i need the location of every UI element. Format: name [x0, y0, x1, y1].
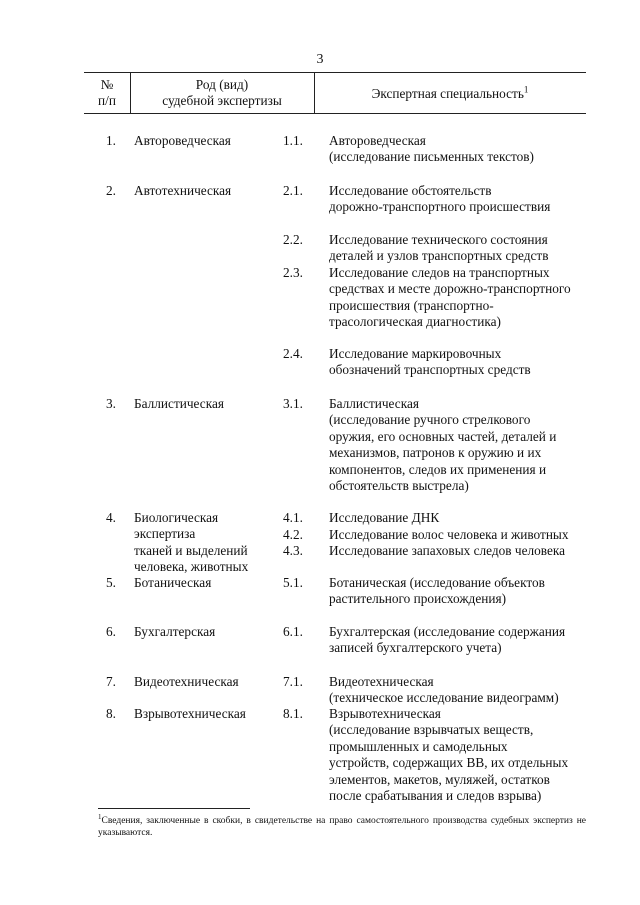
row-number: 7.	[106, 674, 116, 689]
specialty-text	[329, 510, 585, 526]
specialty-text-line: (исследование взрывчатых веществ,	[329, 722, 534, 738]
footnote	[98, 812, 586, 839]
specialty-text-line: (техническое исследование видеограмм)	[329, 690, 559, 706]
specialty-code: 2.3.	[283, 265, 303, 280]
expertise-kind	[134, 510, 274, 576]
expertise-kind-line: Баллистическая	[134, 396, 224, 411]
expertise-kind	[134, 396, 274, 412]
specialty-text	[329, 396, 585, 494]
row-number: 8.	[106, 706, 116, 721]
specialty-text-line: Исследование запаховых следов человека	[329, 543, 566, 558]
specialty-text-line: обстоятельств выстрела)	[329, 478, 469, 494]
specialty-code: 5.1.	[283, 575, 303, 590]
specialty-text	[329, 624, 585, 657]
specialty-text-line: Видеотехническая	[329, 674, 434, 689]
specialty-text-line: Исследование технического состояния	[329, 232, 548, 247]
specialty-text-line: записей бухгалтерского учета)	[329, 640, 502, 656]
specialty-text	[329, 265, 585, 331]
expertise-kind-line: Бухгалтерская	[134, 624, 216, 639]
row-number: 2.	[106, 183, 116, 198]
expertise-kind	[134, 624, 274, 640]
specialty-text-line: Исследование следов на транспортных	[329, 265, 550, 280]
expertise-kind-line: Биологическая	[134, 510, 219, 525]
header-number-column	[84, 77, 130, 109]
expertise-kind-line: экспертиза	[134, 526, 196, 542]
footnote-mark: 1	[98, 812, 102, 821]
specialty-code: 2.2.	[283, 232, 303, 247]
header-kind-column	[130, 77, 314, 109]
specialty-text-line: устройств, содержащих ВВ, их отдельных	[329, 755, 569, 771]
expertise-kind-line: человека, животных	[134, 559, 249, 575]
row-number: 1.	[106, 133, 116, 148]
row-number: 4.	[106, 510, 116, 525]
specialty-text	[329, 543, 585, 559]
specialty-code: 4.2.	[283, 527, 303, 542]
specialty-code: 6.1.	[283, 624, 303, 639]
specialty-text-line: оружия, его основных частей, деталей и	[329, 428, 557, 444]
specialty-text	[329, 232, 585, 265]
specialty-text	[329, 346, 585, 379]
expertise-kind-line: Ботаническая	[134, 575, 212, 590]
table-header	[84, 72, 586, 114]
specialty-text-line: происшествия (транспортно-	[329, 297, 494, 313]
specialty-text-line: промышленных и самодельных	[329, 738, 508, 754]
expertise-kind	[134, 575, 274, 591]
header-specialty-column	[314, 86, 586, 102]
expertise-kind	[134, 183, 274, 199]
specialty-text-line: средствах и месте дорожно-транспортного	[329, 281, 571, 297]
footnote-divider	[98, 808, 250, 809]
header-kind-line2: судебной экспертизы	[162, 93, 282, 108]
specialty-text	[329, 133, 585, 166]
expertise-kind-line: тканей и выделений	[134, 542, 248, 558]
specialty-text-line: Исследование маркировочных	[329, 346, 502, 361]
specialty-text-line: деталей и узлов транспортных средств	[329, 248, 549, 264]
specialty-text	[329, 706, 585, 804]
specialty-code: 2.4.	[283, 346, 303, 361]
specialty-text-line: после срабатывания и следов взрыва)	[329, 788, 542, 804]
header-specialty-label: Экспертная специальность	[371, 86, 524, 101]
specialty-text-line: обозначений транспортных средств	[329, 362, 531, 378]
specialty-text-line: (исследование ручного стрелкового	[329, 412, 531, 428]
row-number: 3.	[106, 396, 116, 411]
footnote-text: Сведения, заключенные в скобки, в свидетельстве на право самостоятельного производства судебных экспертиз не указываются.	[98, 816, 586, 838]
specialty-code: 1.1.	[283, 133, 303, 148]
specialty-text-line: (исследование письменных текстов)	[329, 149, 534, 165]
specialty-text-line: Исследование волос человека и животных	[329, 527, 569, 542]
specialty-text-line: дорожно-транспортного происшествия	[329, 199, 551, 215]
specialty-text	[329, 674, 585, 707]
page-number: 3	[316, 52, 324, 67]
specialty-code: 8.1.	[283, 706, 303, 721]
expertise-kind-line: Видеотехническая	[134, 674, 239, 689]
specialty-text-line: растительного происхождения)	[329, 591, 506, 607]
specialty-text-line: механизмов, патронов к оружию и их	[329, 445, 542, 461]
header-number-abbr: п/п	[98, 93, 116, 108]
expertise-kind-line: Взрывотехническая	[134, 706, 246, 721]
footnote-reference: 1	[523, 84, 529, 95]
expertise-kind	[134, 133, 274, 149]
specialty-text-line: Исследование ДНК	[329, 510, 440, 525]
expertise-kind-line: Автотехническая	[134, 183, 232, 198]
specialty-text-line: Ботаническая (исследование объектов	[329, 575, 545, 590]
specialty-text	[329, 527, 585, 543]
header-number-symbol: №	[100, 77, 114, 92]
specialty-text-line: элементов, макетов, муляжей, остатков	[329, 771, 550, 787]
specialty-text-line: компонентов, следов их применения и	[329, 461, 547, 477]
specialty-code: 7.1.	[283, 674, 303, 689]
specialty-text	[329, 183, 585, 216]
specialty-text-line: Баллистическая	[329, 396, 419, 411]
specialty-text-line: трасологическая диагностика)	[329, 314, 501, 330]
row-number: 6.	[106, 624, 116, 639]
expertise-kind	[134, 674, 274, 690]
specialty-text-line: Взрывотехническая	[329, 706, 441, 721]
expertise-kind-line: Автороведческая	[134, 133, 231, 148]
specialty-text-line: Автороведческая	[329, 133, 426, 148]
header-kind-line1: Род (вид)	[195, 77, 249, 92]
specialty-code: 4.1.	[283, 510, 303, 525]
expertise-kind	[134, 706, 274, 722]
specialty-code: 4.3.	[283, 543, 303, 558]
specialty-code: 3.1.	[283, 396, 303, 411]
specialty-code: 2.1.	[283, 183, 303, 198]
specialty-text	[329, 575, 585, 608]
specialty-text-line: Бухгалтерская (исследование содержания	[329, 624, 566, 639]
row-number: 5.	[106, 575, 116, 590]
specialty-text-line: Исследование обстоятельств	[329, 183, 492, 198]
